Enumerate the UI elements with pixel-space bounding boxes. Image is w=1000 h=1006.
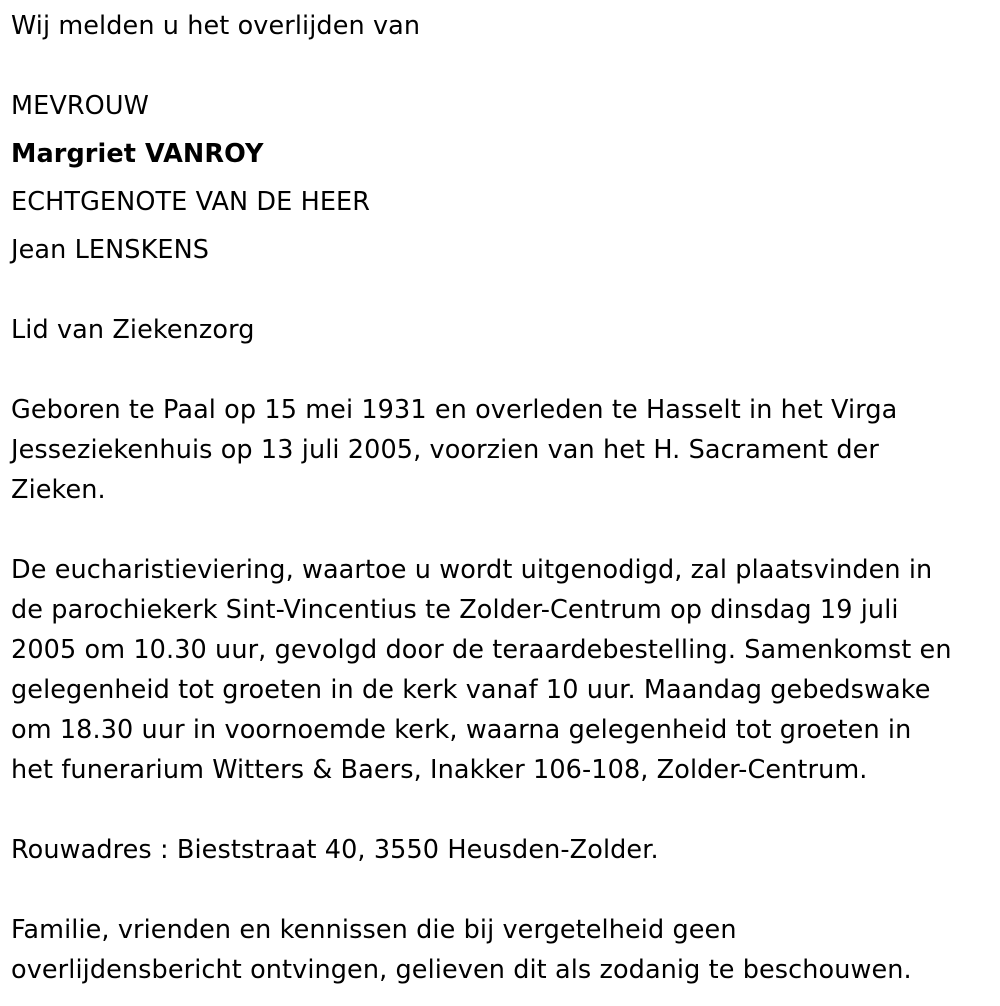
mourning-address: Rouwadres : Bieststraat 40, 3550 Heusden-Zolder. (11, 835, 659, 865)
paragraph-line: Zieken. (11, 475, 106, 505)
name-block (11, 86, 996, 270)
birth-death-paragraph (11, 390, 996, 510)
deceased-name: Margriet VANROY (11, 139, 264, 169)
spouse-name: Jean LENSKENS (11, 235, 210, 265)
spouse-label: ECHTGENOTE VAN DE HEER (11, 187, 371, 217)
paragraph-line: De eucharistieviering, waartoe u wordt uitgenodigd, zal plaatsvinden in (11, 555, 933, 585)
paragraph-line: overlijdensbericht ontvingen, gelieven dit als zodanig te beschouwen. (11, 955, 912, 985)
membership-line: Lid van Ziekenzorg (11, 315, 255, 345)
paragraph-line: 2005 om 10.30 uur, gevolgd door de teraardebestelling. Samenkomst en (11, 635, 952, 665)
obituary-document (11, 6, 996, 990)
paragraph-line: om 18.30 uur in voornoemde kerk, waarna gelegenheid tot groeten in (11, 715, 912, 745)
paragraph-line: gelegenheid tot groeten in de kerk vanaf 10 uur. Maandag gebedswake (11, 675, 931, 705)
intro-line: Wij melden u het overlijden van (11, 11, 421, 41)
paragraph-line: het funerarium Witters & Baers, Inakker 106-108, Zolder-Centrum. (11, 755, 868, 785)
title-line: MEVROUW (11, 91, 149, 121)
paragraph-line: Familie, vrienden en kennissen die bij vergetelheid geen (11, 915, 737, 945)
paragraph-line: Jesseziekenhuis op 13 juli 2005, voorzien van het H. Sacrament der (11, 435, 879, 465)
paragraph-line: Geboren te Paal op 15 mei 1931 en overleden te Hasselt in het Virga (11, 395, 898, 425)
paragraph-line: de parochiekerk Sint-Vincentius te Zolder-Centrum op dinsdag 19 juli (11, 595, 899, 625)
closing-paragraph (11, 910, 996, 990)
ceremony-paragraph (11, 550, 996, 790)
